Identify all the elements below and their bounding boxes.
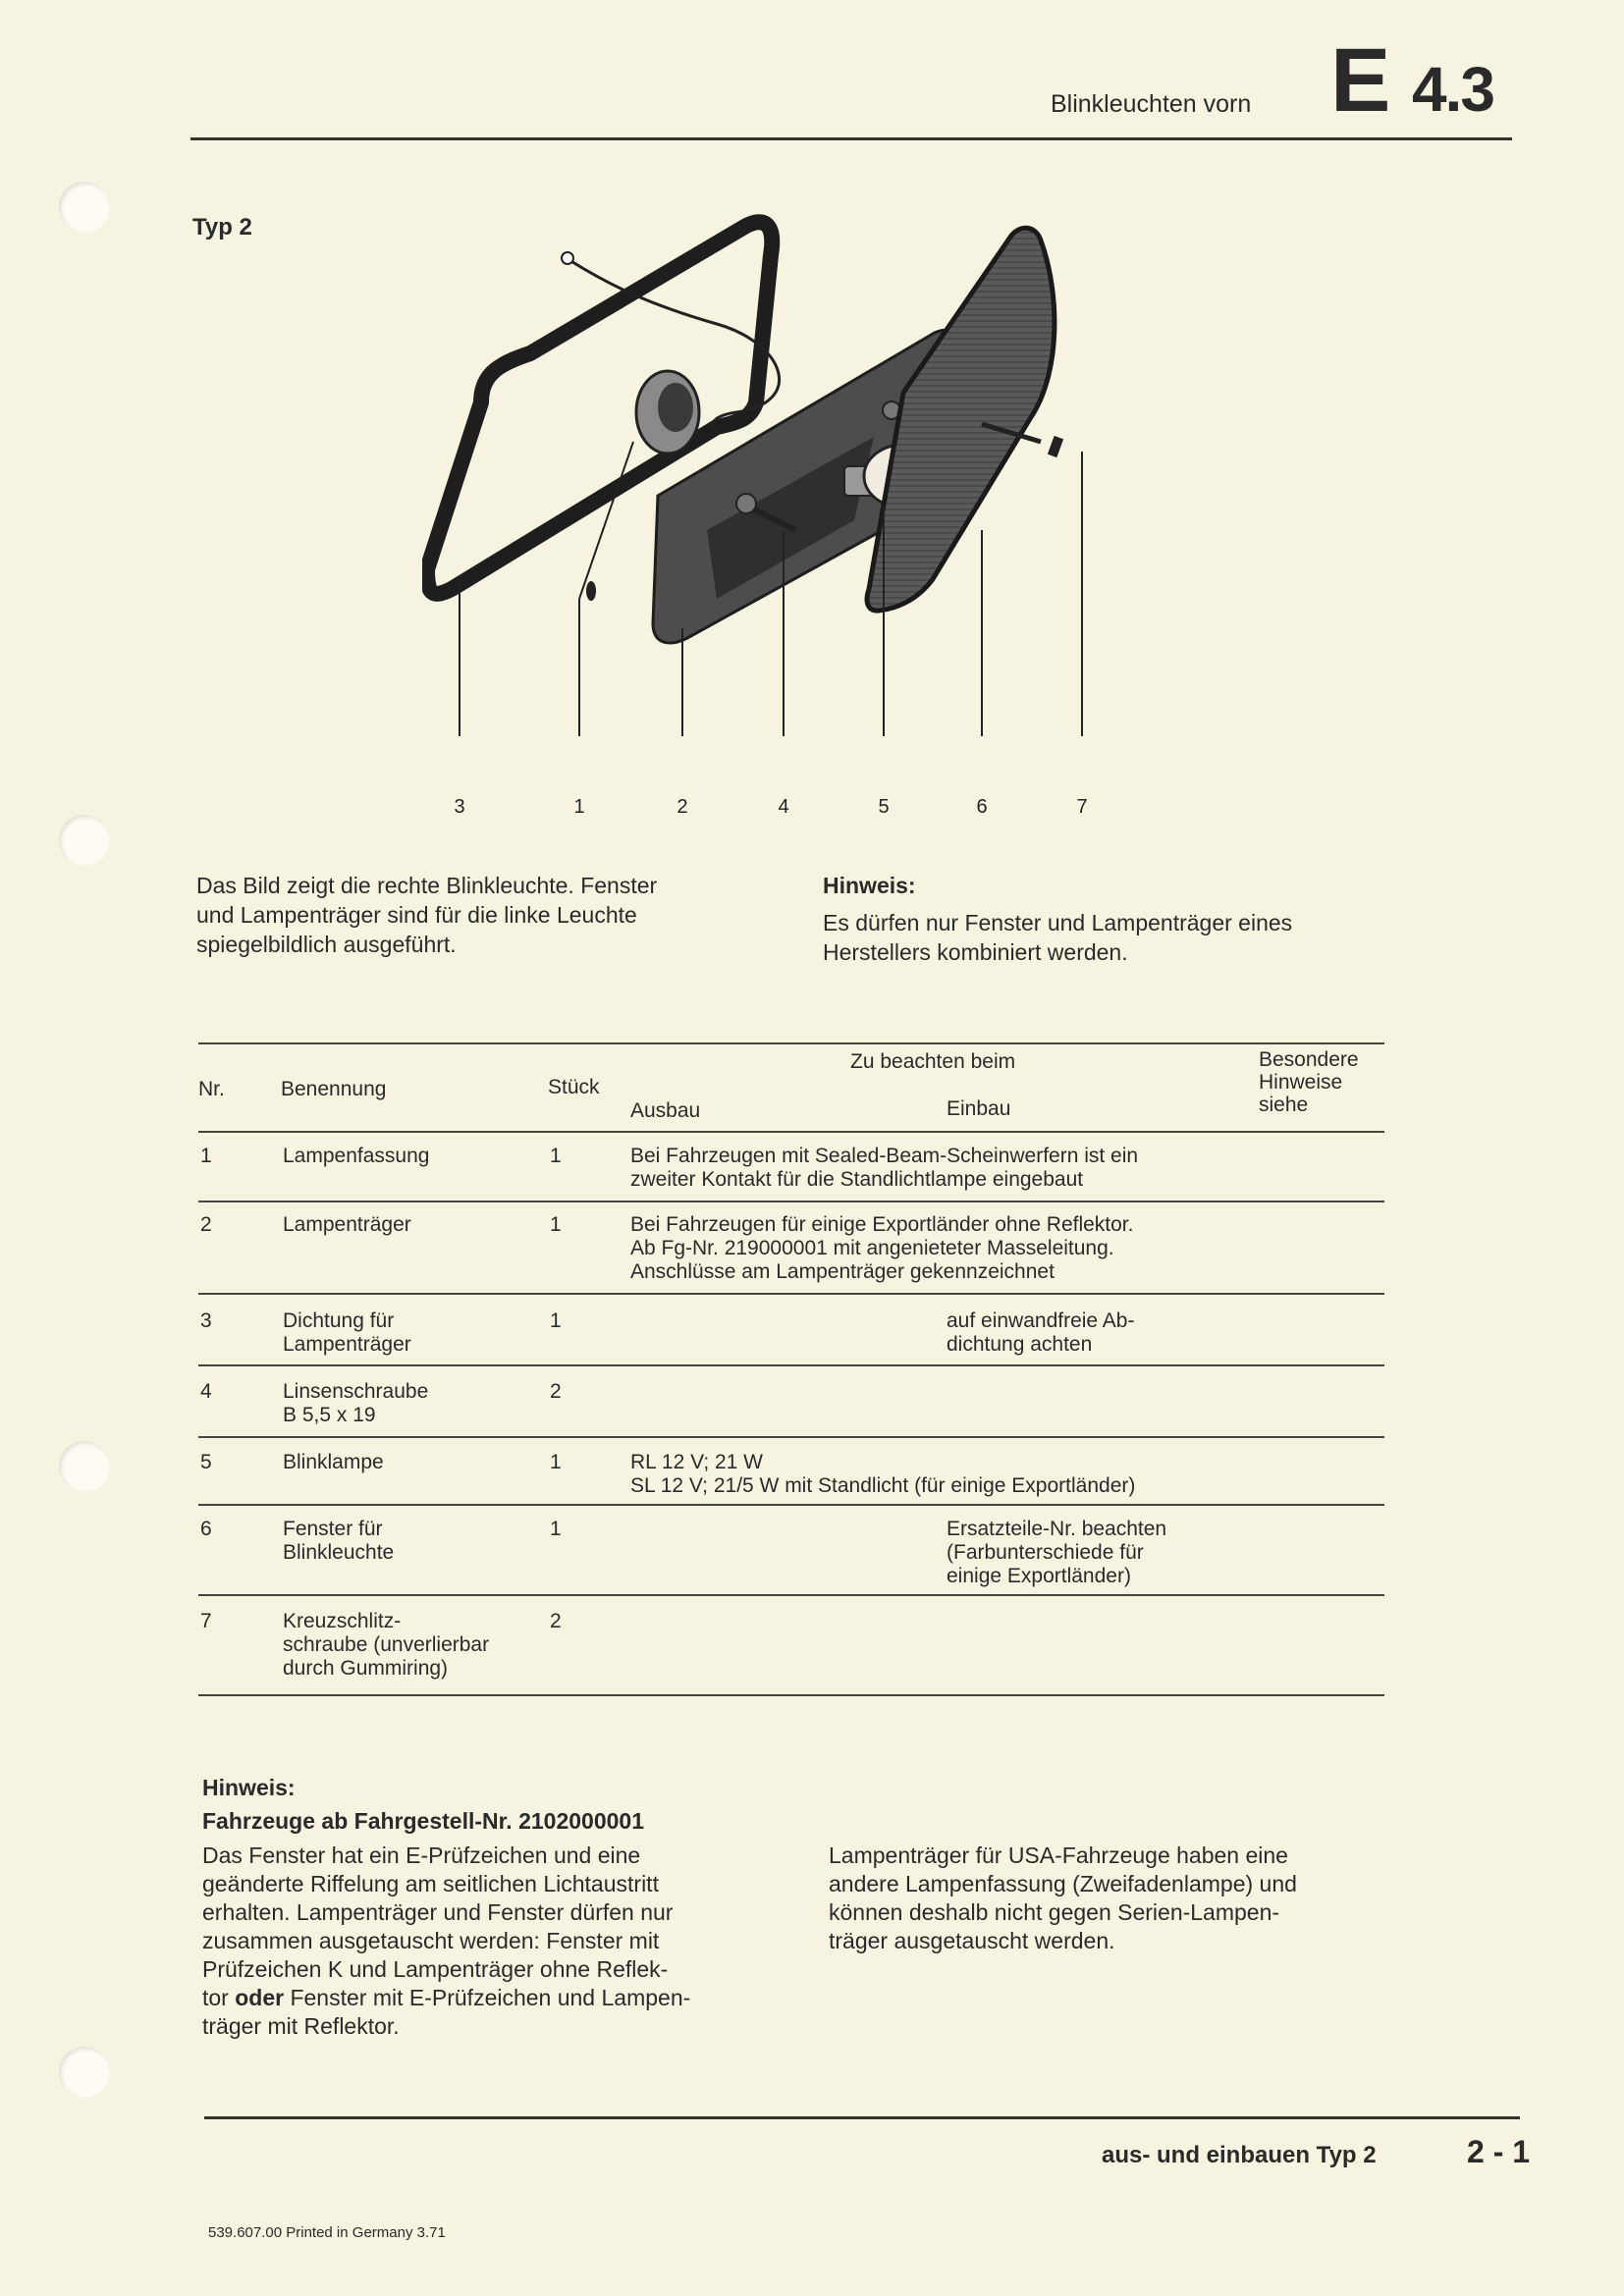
th-name: Benennung	[281, 1078, 387, 1100]
footer-title: aus- und einbauen Typ 2	[1102, 2142, 1377, 2168]
th-einbau: Einbau	[947, 1097, 1011, 1120]
callout-1: 1	[573, 796, 585, 818]
th-group: Zu beachten beim	[850, 1050, 1016, 1073]
header-title: Blinkleuchten vorn	[1051, 90, 1252, 118]
punch-hole	[59, 1441, 110, 1492]
punch-hole	[59, 182, 110, 233]
section-letter: E	[1330, 30, 1389, 131]
section-number: 4.3	[1411, 54, 1493, 125]
intro-note-heading: Hinweis:	[823, 873, 916, 898]
th-nr: Nr.	[198, 1078, 225, 1100]
callout-4: 4	[778, 796, 789, 818]
punch-hole	[59, 2047, 110, 2098]
lamp-socket-part	[636, 371, 699, 454]
callout-7: 7	[1076, 796, 1088, 818]
callout-6: 6	[976, 796, 988, 818]
print-info: 539.607.00 Printed in Germany 3.71	[208, 2224, 446, 2241]
callout-5: 5	[878, 796, 890, 818]
bottom-note-heading: Hinweis:	[202, 1775, 296, 1800]
th-qty: Stück	[548, 1076, 600, 1098]
intro-text: Das Bild zeigt die rechte Blinkleuchte. Fenster und Lampenträger sind für die linke Leuchte spiegelbildlich ausgeführt.	[196, 873, 658, 957]
bottom-note-right: Lampenträger für USA-Fahrzeuge haben eine andere Lampenfassung (Zweifadenlampe) und können deshalb nicht gegen Serien-Lampen- träger ausgetauscht werden.	[829, 1842, 1297, 1953]
exploded-view-diagram	[422, 206, 1188, 825]
type-label: Typ 2	[192, 214, 252, 240]
intro-note: Hinweis: Es dürfen nur Fenster und Lampenträger eines Herstellers kombiniert werden.	[823, 873, 1293, 965]
callout-2: 2	[677, 796, 688, 818]
bottom-note-subheading: Fahrzeuge ab Fahrgestell-Nr. 2102000001	[202, 1808, 644, 1834]
footer-rule	[204, 2116, 1520, 2119]
th-ausbau: Ausbau	[630, 1099, 701, 1122]
punch-hole	[59, 815, 110, 866]
callout-3: 3	[454, 796, 465, 818]
th-notes: Besondere Hinweise siehe	[1259, 1048, 1359, 1116]
header-rule	[190, 137, 1512, 140]
bottom-note: Hinweis: Fahrzeuge ab Fahrgestell-Nr. 2102000001 Das Fenster hat ein E-Prüfzeichen und eine geänderte Riffelung am seitlichen Lichtaustritt erhalten. Lampenträger und Fenster dürfen nur zusammen ausgetauscht werden: Fenster mit Prüfzeichen K und Lampenträger ohne Reflek- tor oder Fenster mit E-Prüfzeichen und Lampen- träger mit Reflektor.	[202, 1775, 691, 2039]
page-number: 2 - 1	[1467, 2134, 1531, 2169]
section-code	[1330, 29, 1493, 133]
